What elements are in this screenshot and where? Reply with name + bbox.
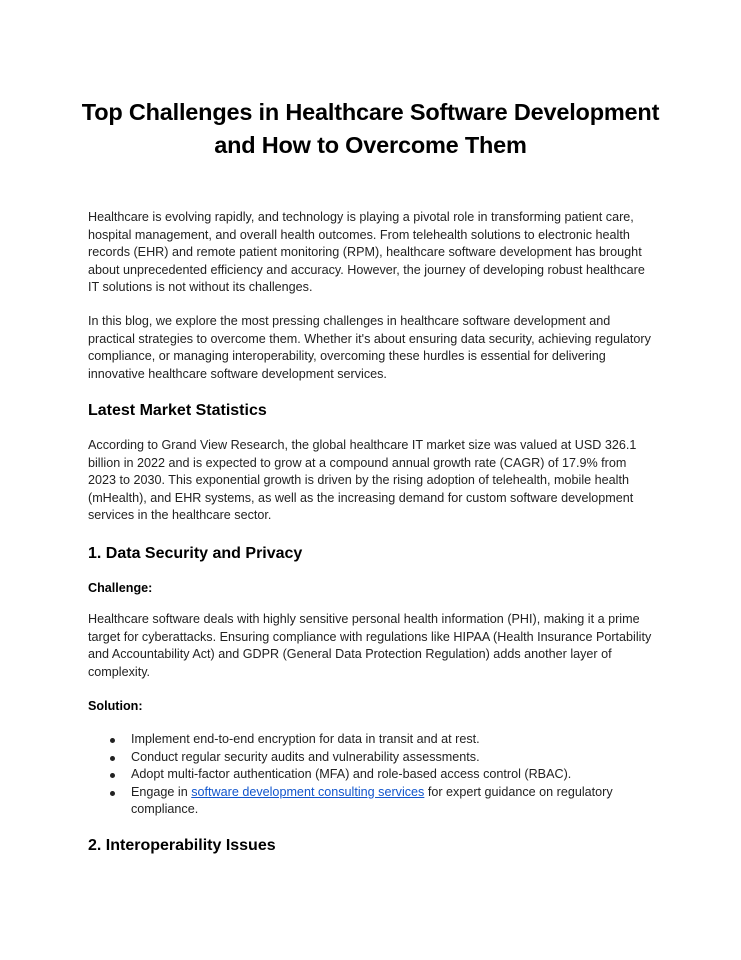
intro-paragraph-2: In this blog, we explore the most pressing challenges in healthcare software development and practical strategies to overcome them. Whether it's about ensuring data security, achieving regulatory compliance, or managing interoperability, overcoming these hurdles is essential for delivering innovative healthcare software development services. — [88, 314, 651, 381]
bullet-icon — [110, 738, 115, 743]
bullet-icon — [110, 756, 115, 761]
solution-item: Conduct regular security audits and vulnerability assessments. — [88, 749, 648, 767]
challenge-label: Challenge: — [88, 581, 153, 595]
bullet-icon — [110, 791, 115, 796]
section2-heading: 2. Interoperability Issues — [88, 837, 276, 854]
solution-list — [88, 731, 648, 819]
document-title: Top Challenges in Healthcare Software Development and How to Overcome Them — [81, 99, 660, 158]
section1-heading: 1. Data Security and Privacy — [88, 545, 303, 562]
solution-item: Implement end-to-end encryption for data in transit and at rest. — [88, 731, 648, 749]
intro-paragraph-1: Healthcare is evolving rapidly, and technology is playing a pivotal role in transforming patient care, hospital management, and overall health outcomes. From telehealth solutions to electronic health records (EHR) and remote patient monitoring (RPM), healthcare software development has brought about unprecedented efficiency and accuracy. However, the journey of developing robust healthcare IT solutions is not without its challenges. — [88, 210, 645, 295]
challenge-paragraph: Healthcare software deals with highly sensitive personal health information (PHI), making it a prime target for cyberattacks. Ensuring compliance with regulations like HIPAA (Health Insurance Portability and Accountability Act) and GDPR (General Data Protection Regulation) adds another layer of complexity. — [88, 612, 652, 679]
bullet-icon — [110, 773, 115, 778]
consulting-services-link[interactable]: software development consulting services — [191, 784, 425, 799]
solution-label: Solution: — [88, 699, 143, 713]
solution-item: Engage in software development consulting services for expert guidance on regulatory compliance. — [88, 784, 648, 819]
solution-item: Adopt multi-factor authentication (MFA) and role-based access control (RBAC). — [88, 766, 648, 784]
market-stats-heading: Latest Market Statistics — [88, 402, 267, 419]
market-stats-paragraph: According to Grand View Research, the global healthcare IT market size was valued at USD 326.1 billion in 2022 and is expected to grow at a compound annual growth rate (CAGR) of 17.9% from 2023 to 2030. This exponential growth is driven by the rising adoption of telehealth, mobile health (mHealth), and EHR systems, as well as the increasing demand for custom software development services in the healthcare sector. — [88, 438, 637, 523]
